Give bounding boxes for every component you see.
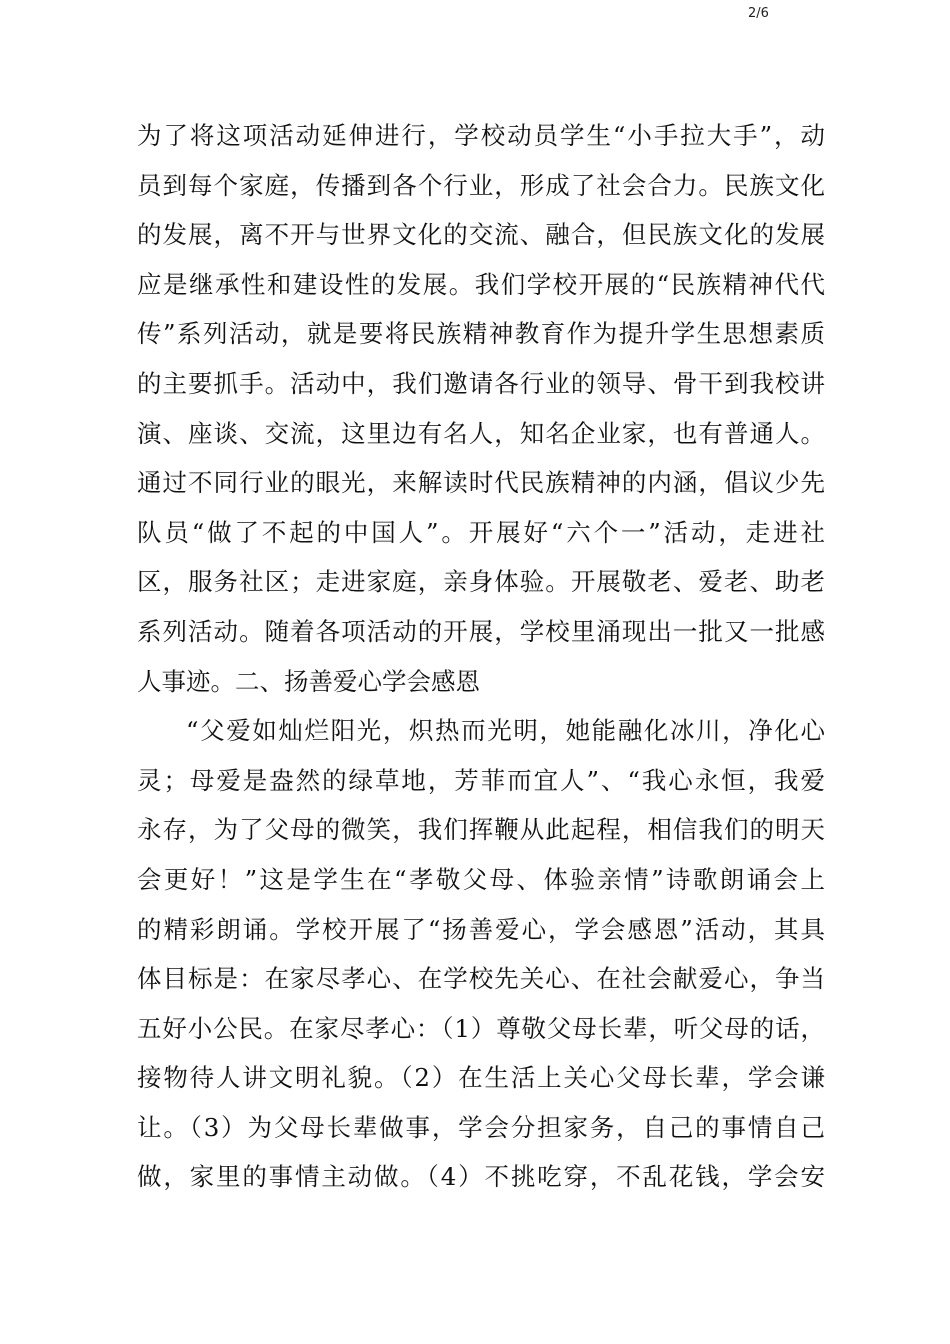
text-line: 的发展，离不开与世界文化的交流、融合，但民族文化的发展 bbox=[137, 220, 825, 250]
text-line: 队员“做了不起的中国人”。开展好“六个一”活动，走进社 bbox=[137, 517, 825, 547]
text-line: 体目标是：在家尽孝心、在学校先关心、在社会献爱心，争当 bbox=[137, 964, 825, 994]
text-line: 让。（3）为父母长辈做事，学会分担家务，自己的事情自己 bbox=[137, 1112, 825, 1142]
text-line: 区，服务社区；走进家庭，亲身体验。开展敬老、爱老、助老 bbox=[137, 567, 825, 597]
text-line: 应是继承性和建设性的发展。我们学校开展的“民族精神代代 bbox=[137, 269, 825, 299]
text-line: 员到每个家庭，传播到各个行业，形成了社会合力。民族文化 bbox=[137, 170, 825, 200]
text-line: 永存，为了父母的微笑，我们挥鞭从此起程，相信我们的明天 bbox=[137, 815, 825, 845]
text-line: 会更好！”这是学生在“孝敬父母、体验亲情”诗歌朗诵会上 bbox=[137, 864, 825, 894]
text-line: “父爱如灿烂阳光，炽热而光明，她能融化冰川，净化心 bbox=[186, 716, 825, 746]
page-number: 2/6 bbox=[748, 6, 769, 21]
text-line: 接物待人讲文明礼貌。（2）在生活上关心父母长辈，学会谦 bbox=[137, 1063, 825, 1093]
body-text bbox=[137, 111, 825, 1202]
text-line: 五好小公民。在家尽孝心：（1）尊敬父母长辈，听父母的话， bbox=[137, 1013, 825, 1043]
text-line: 做，家里的事情主动做。（4）不挑吃穿，不乱花钱，学会安 bbox=[137, 1162, 825, 1192]
text-line: 系列活动。随着各项活动的开展，学校里涌现出一批又一批感 bbox=[137, 616, 825, 646]
text-line: 的主要抓手。活动中，我们邀请各行业的领导、骨干到我校讲 bbox=[137, 368, 825, 398]
text-line: 通过不同行业的眼光，来解读时代民族精神的内涵，倡议少先 bbox=[137, 468, 825, 498]
text-line: 的精彩朗诵。学校开展了“扬善爱心，学会感恩”活动，其具 bbox=[137, 914, 825, 944]
text-line: 为了将这项活动延伸进行，学校动员学生“小手拉大手”，动 bbox=[137, 121, 825, 150]
text-line: 人事迹。二、扬善爱心学会感恩 bbox=[137, 666, 480, 696]
text-line: 演、座谈、交流，这里边有名人，知名企业家，也有普通人。 bbox=[137, 418, 825, 448]
text-line: 灵；母爱是盎然的绿草地，芳菲而宜人”、“我心永恒，我爱 bbox=[137, 765, 825, 795]
text-line: 传”系列活动，就是要将民族精神教育作为提升学生思想素质 bbox=[137, 319, 825, 349]
